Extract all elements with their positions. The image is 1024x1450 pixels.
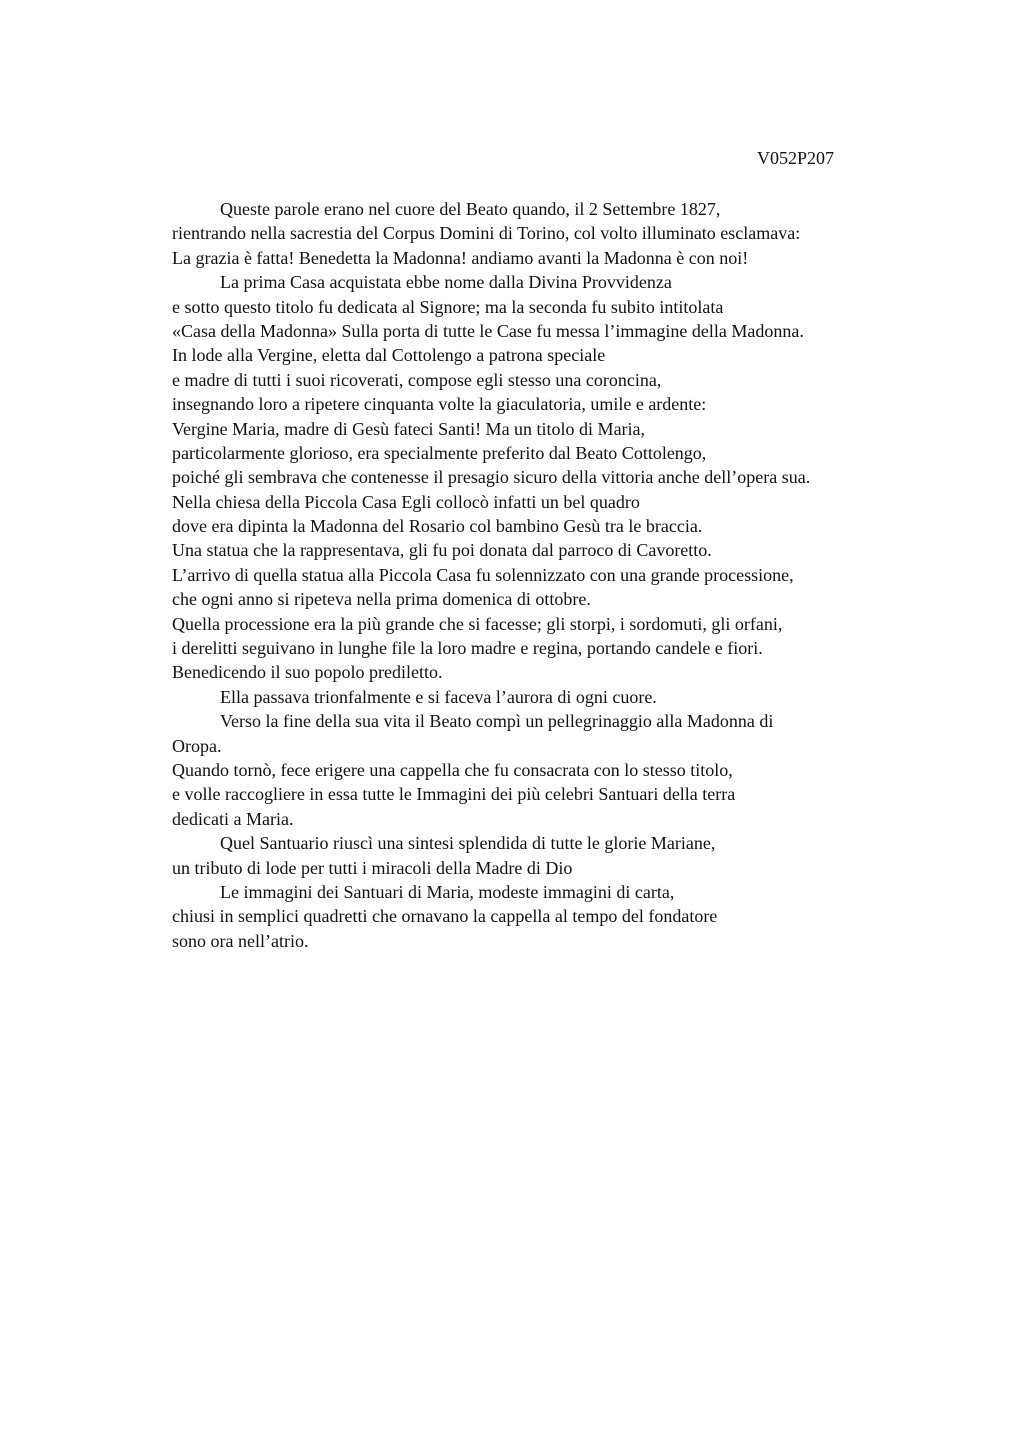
body-text bbox=[172, 197, 932, 953]
text-line: e madre di tutti i suoi ricoverati, compose egli stesso una coroncina, bbox=[172, 369, 662, 390]
text-line: dedicati a Maria. bbox=[172, 808, 294, 829]
text-line: particolarmente glorioso, era specialmente preferito dal Beato Cottolengo, bbox=[172, 442, 707, 463]
text-line: Le immagini dei Santuari di Maria, modeste immagini di carta, bbox=[220, 881, 675, 902]
text-line: Queste parole erano nel cuore del Beato quando, il 2 Settembre 1827, bbox=[220, 199, 721, 219]
text-line: e sotto questo titolo fu dedicata al Signore; ma la seconda fu subito intitolata bbox=[172, 296, 724, 317]
text-line: Quel Santuario riuscì una sintesi splendida di tutte le glorie Mariane, bbox=[220, 833, 716, 854]
text-line: La prima Casa acquistata ebbe nome dalla Divina Provvidenza bbox=[220, 272, 672, 293]
text-line: un tributo di lode per tutti i miracoli della Madre di Dio bbox=[172, 857, 573, 878]
text-line: e volle raccogliere in essa tutte le Immagini dei più celebri Santuari della terra bbox=[172, 784, 736, 805]
text-line: Quella processione era la più grande che si facesse; gli storpi, i sordomuti, gli orfani, bbox=[172, 613, 783, 634]
text-line: che ogni anno si ripeteva nella prima domenica di ottobre. bbox=[172, 589, 591, 610]
text-line: poiché gli sembrava che contenesse il presagio sicuro della vittoria anche dell’opera sua. bbox=[172, 467, 811, 488]
text-line: Una statua che la rappresentava, gli fu poi donata dal parroco di Cavoretto. bbox=[172, 540, 712, 561]
text-line: rientrando nella sacrestia del Corpus Domini di Torino, col volto illuminato esclamava: bbox=[172, 223, 801, 244]
text-line: Quando tornò, fece erigere una cappella che fu consacrata con lo stesso titolo, bbox=[172, 759, 733, 780]
text-line: insegnando loro a ripetere cinquanta volte la giaculatoria, umile e ardente: bbox=[172, 394, 707, 415]
text-line: chiusi in semplici quadretti che ornavano la cappella al tempo del fondatore bbox=[172, 906, 718, 927]
text-line: sono ora nell’atrio. bbox=[172, 930, 309, 951]
text-line: Nella chiesa della Piccola Casa Egli collocò infatti un bel quadro bbox=[172, 491, 640, 512]
text-line: Benedicendo il suo popolo prediletto. bbox=[172, 662, 443, 683]
text-line: «Casa della Madonna» Sulla porta di tutte le Case fu messa l’immagine della Madonna. bbox=[172, 320, 804, 341]
text-line: La grazia è fatta! Benedetta la Madonna! andiamo avanti la Madonna è con noi! bbox=[172, 247, 749, 268]
text-line: Vergine Maria, madre di Gesù fateci Santi! Ma un titolo di Maria, bbox=[172, 418, 646, 439]
text-line: Verso la fine della sua vita il Beato compì un pellegrinaggio alla Madonna di bbox=[220, 711, 774, 732]
text-line: Ella passava trionfalmente e si faceva l’aurora di ogni cuore. bbox=[220, 686, 657, 707]
page-code: V052P207 bbox=[757, 148, 835, 168]
text-line: L’arrivo di quella statua alla Piccola Casa fu solennizzato con una grande processione, bbox=[172, 564, 794, 585]
text-line: Oropa. bbox=[172, 735, 222, 756]
text-line: dove era dipinta la Madonna del Rosario col bambino Gesù tra le braccia. bbox=[172, 516, 703, 537]
text-line: i derelitti seguivano in lunghe file la loro madre e regina, portando candele e fiori. bbox=[172, 638, 763, 659]
text-line: In lode alla Vergine, eletta dal Cottolengo a patrona speciale bbox=[172, 345, 606, 366]
